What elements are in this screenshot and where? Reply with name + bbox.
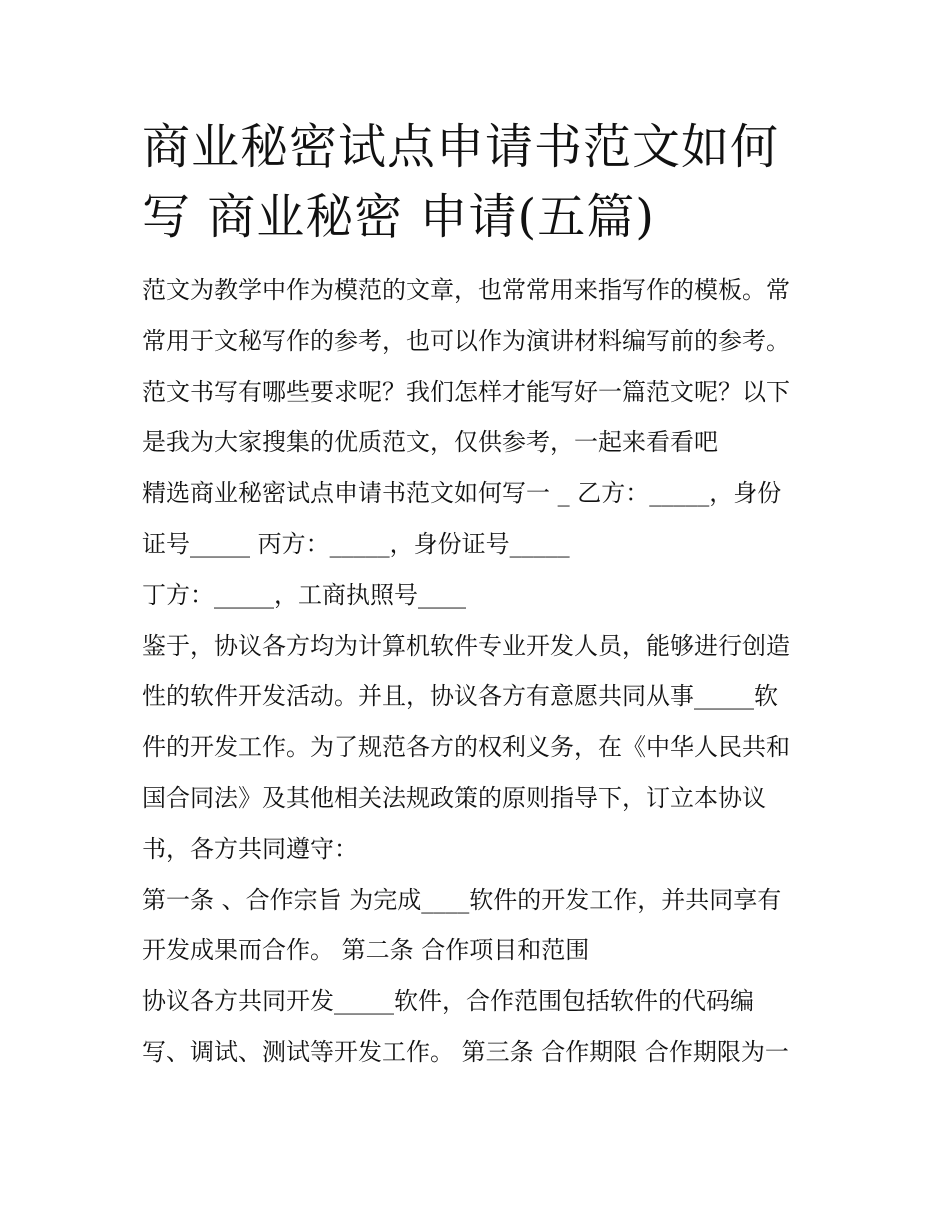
body-line: 常用于文秘写作的参考，也可以作为演讲材料编写前的参考。 — [142, 326, 790, 355]
body-line: 精选商业秘密试点申请书范文如何写一 _ 乙方：_____，身份 — [142, 479, 782, 508]
body-line: 性的软件开发活动。并且，协议各方有意愿共同从事_____软 — [142, 682, 778, 711]
body-line: 是我为大家搜集的优质范文，仅供参考，一起来看看吧 — [142, 428, 718, 457]
body-line: 开发成果而合作。 第二条 合作项目和范围 — [142, 936, 590, 965]
document-title — [142, 112, 822, 252]
document-page — [142, 112, 822, 1078]
document-body — [142, 265, 822, 1078]
body-line: 证号_____ 丙方：_____，身份证号_____ — [142, 529, 570, 558]
body-line: 书，各方共同遵守： — [142, 834, 358, 863]
title-line: 商业秘密试点申请书范文如何 — [142, 119, 780, 175]
body-line: 鉴于，协议各方均为计算机软件专业开发人员，能够进行创造 — [142, 631, 790, 660]
body-line: 国合同法》及其他相关法规政策的原则指导下，订立本协议 — [142, 783, 766, 812]
body-line: 件的开发工作。为了规范各方的权利义务，在《中华人民共和 — [142, 733, 790, 762]
body-line: 第一条 、合作宗旨 为完成____软件的开发工作，并共同享有 — [142, 885, 782, 914]
body-line: 协议各方共同开发_____软件，合作范围包括软件的代码编 — [142, 987, 754, 1016]
body-line: 范文书写有哪些要求呢？我们怎样才能写好一篇范文呢？以下 — [142, 377, 790, 406]
body-line: 范文为教学中作为模范的文章，也常常用来指写作的模板。常 — [142, 276, 790, 304]
title-line: 写 商业秘密 申请(五篇) — [142, 189, 655, 245]
body-line: 丁方：_____，工商执照号____ — [142, 580, 466, 609]
body-line: 写、调试、测试等开发工作。 第三条 合作期限 合作期限为一 — [142, 1037, 789, 1066]
